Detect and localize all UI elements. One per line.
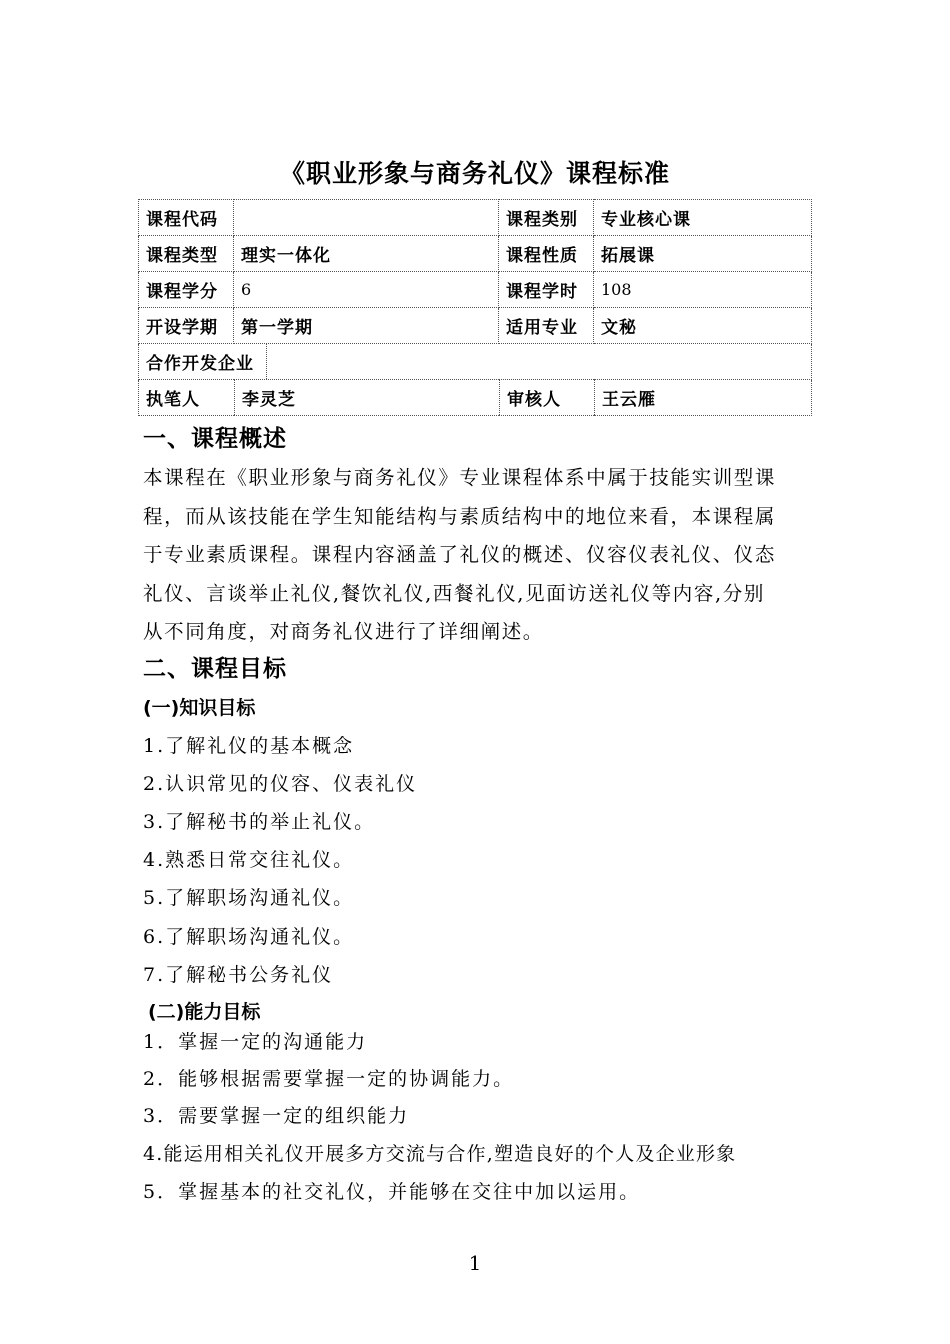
course-credits-label: 课程学分 (139, 272, 234, 308)
course-code-label: 课程代码 (139, 200, 234, 236)
semester-value: 第一学期 (234, 308, 499, 344)
reviewer-label: 审核人 (500, 380, 595, 415)
course-credits-value: 6 (234, 272, 499, 308)
partner-company-value (267, 344, 811, 379)
author-row-cell (139, 380, 812, 416)
overview-paragraph (143, 459, 809, 652)
reviewer-value: 王云雁 (602, 390, 656, 410)
list-item: 3．需要掌握一定的组织能力 (143, 1105, 410, 1127)
paragraph-line: 本课程在《职业形象与商务礼仪》专业课程体系中属于技能实训型课 (143, 466, 777, 489)
course-type-label: 课程类型 (139, 236, 234, 272)
list-item: 1.了解礼仪的基本概念 (143, 735, 355, 757)
semester-label: 开设学期 (139, 308, 234, 344)
table-row (139, 344, 812, 380)
course-nature-value: 拓展课 (594, 236, 812, 272)
table-row (139, 200, 812, 236)
list-item: 4.熟悉日常交往礼仪。 (143, 849, 355, 871)
table-row (139, 236, 812, 272)
section-heading-overview: 一、课程概述 (143, 426, 287, 452)
course-category-label: 课程类别 (499, 200, 594, 236)
list-item: 2.认识常见的仪容、仪表礼仪 (143, 773, 418, 795)
author-label: 执笔人 (139, 380, 235, 415)
paragraph-line: 于专业素质课程。课程内容涵盖了礼仪的概述、仪容仪表礼仪、仪态 (143, 543, 777, 567)
table-row (139, 380, 812, 416)
list-item: 6.了解职场沟通礼仪。 (143, 926, 355, 948)
document-title: 《职业形象与商务礼仪》课程标准 (279, 159, 670, 188)
author-value: 李灵芝 (235, 380, 500, 415)
course-nature-label: 课程性质 (499, 236, 594, 272)
partner-company-cell (139, 344, 812, 380)
course-hours-label: 课程学时 (499, 272, 594, 308)
list-item: 1．掌握一定的沟通能力 (143, 1031, 368, 1053)
list-item: 5．掌握基本的社交礼仪，并能够在交往中加以运用。 (143, 1181, 641, 1203)
table-row (139, 308, 812, 344)
section-heading-objectives: 二、课程目标 (143, 656, 287, 682)
table-row (139, 272, 812, 308)
partner-company-label: 合作开发企业 (139, 344, 267, 379)
paragraph-line: 礼仪、言谈举止礼仪,餐饮礼仪,西餐礼仪,见面访送礼仪等内容,分别 (143, 581, 765, 605)
paragraph-line: 从不同角度，对商务礼仪进行了详细阐述。 (143, 620, 544, 644)
course-code-value (234, 200, 499, 236)
list-item: 2．能够根据需要掌握一定的协调能力。 (143, 1068, 515, 1090)
list-item: 5.了解职场沟通礼仪。 (143, 887, 355, 909)
page-number: 1 (468, 1251, 482, 1275)
paragraph-line: 程，而从该技能在学生知能结构与素质结构中的地位来看，本课程属 (143, 504, 777, 528)
ability-objectives-heading: (二)能力目标 (148, 1001, 261, 1023)
list-item: 3.了解秘书的举止礼仪。 (143, 811, 376, 833)
major-label: 适用专业 (499, 308, 594, 344)
list-item: 4.能运用相关礼仪开展多方交流与合作,塑造良好的个人及企业形象 (143, 1143, 737, 1165)
course-type-value: 理实一体化 (234, 236, 499, 272)
course-info-table (138, 199, 812, 416)
course-hours-value: 108 (594, 272, 812, 308)
course-category-value: 专业核心课 (594, 200, 812, 236)
major-value: 文秘 (594, 308, 812, 344)
list-item: 7.了解秘书公务礼仪 (143, 964, 334, 986)
knowledge-objectives-heading: (一)知识目标 (143, 697, 256, 719)
